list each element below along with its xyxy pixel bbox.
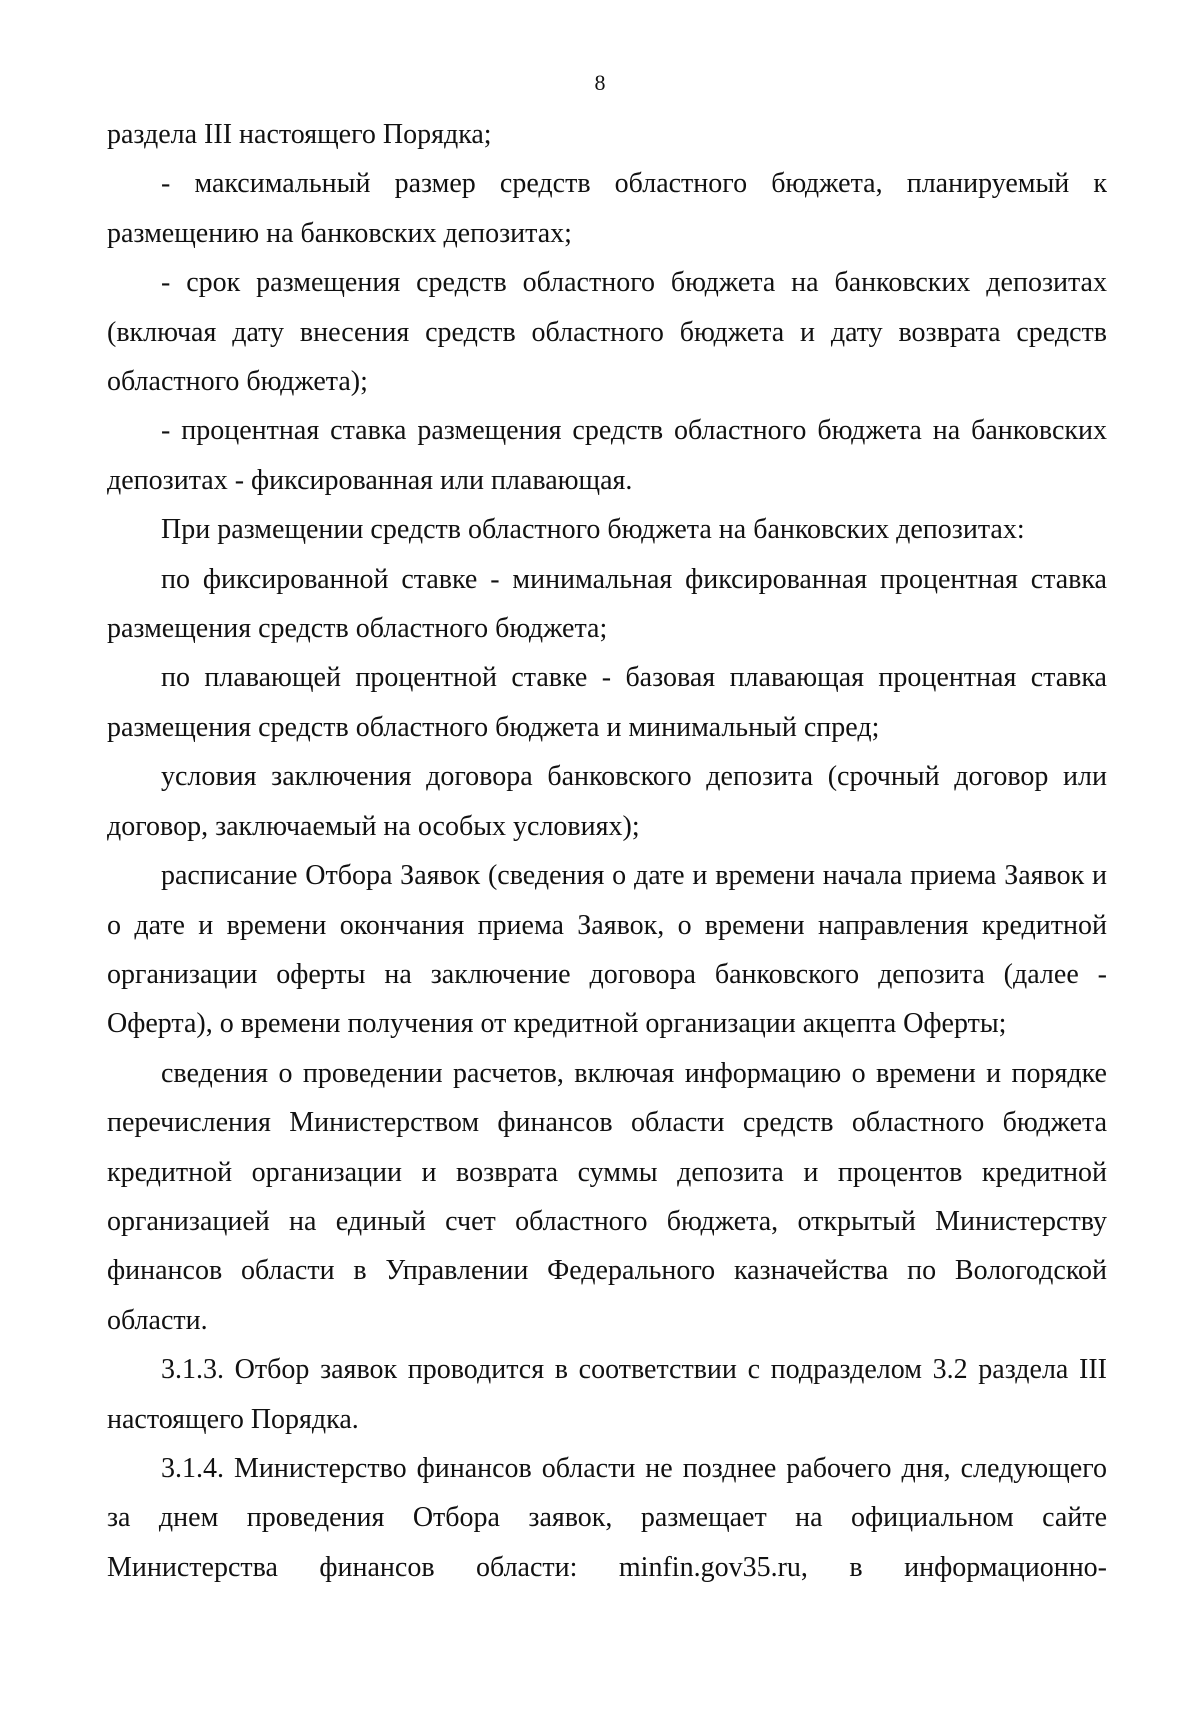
paragraph-3-1-3: 3.1.3. Отбор заявок проводится в соответствии с подразделом 3.2 раздела III настоящего Порядка.	[107, 1354, 1107, 1435]
paragraph-settlements: сведения о проведении расчетов, включая информацию о времени и порядке перечисления Министерством финансов области средств областного бюджета кредитной организации и возврата суммы депозита и процентов кредитной организацией на единый счет областного бюджета, открытый Министерству финансов области в Управлении Федерального казначейства по Вологодской области.	[107, 1057, 1107, 1336]
paragraph-3-1-4: 3.1.4. Министерство финансов области не позднее рабочего дня, следующего за днем проведения Отбора заявок, размещает на официальном сайте Министерства финансов области: minfin.gov35.ru, в информационно-	[107, 1452, 1107, 1583]
paragraph-max-amount: - максимальный размер средств областного бюджета, планируемый к размещению на банковских депозитах;	[107, 168, 1107, 249]
paragraph-term: - срок размещения средств областного бюджета на банковских депозитах (включая дату внесения средств областного бюджета и дату возврата средств областного бюджета);	[107, 267, 1107, 398]
paragraph-floating-rate: по плавающей процентной ставке - базовая плавающая процентная ставка размещения средств областного бюджета и минимальный спред;	[107, 662, 1107, 743]
paragraph-fixed-rate: по фиксированной ставке - минимальная фиксированная процентная ставка размещения средств областного бюджета;	[107, 563, 1107, 645]
paragraph-placement-intro: При размещении средств областного бюджета на банковских депозитах:	[161, 514, 1025, 546]
document-body	[107, 110, 1107, 1592]
paragraph-interest-rate: - процентная ставка размещения средств областного бюджета на банковских депозитах - фиксированная или плавающая.	[107, 415, 1107, 496]
paragraph-contract-terms: условия заключения договора банковского депозита (срочный договор или договор, заключаемый на особых условиях);	[107, 761, 1107, 842]
paragraph-schedule: расписание Отбора Заявок (сведения о дате и времени начала приема Заявок и о дате и времени окончания приема Заявок, о времени направления кредитной организации оферты на заключение договора банковского депозита (далее - Оферта), о времени получения от кредитной организации акцепта Оферты;	[107, 860, 1107, 1040]
paragraph-continuation: раздела III настоящего Порядка;	[107, 119, 492, 150]
page-number: 8	[594, 70, 606, 95]
